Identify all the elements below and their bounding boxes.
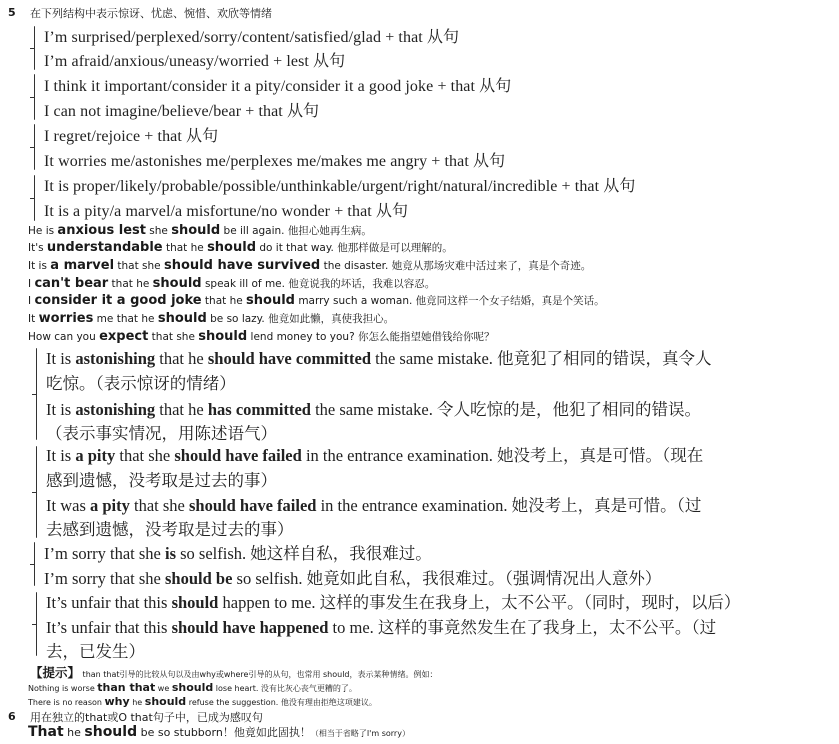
brace-pair-3 [34,542,35,586]
brace-pair-1 [36,348,37,440]
tip-example: Nothing is worse than that we should lose heart. 没有比灰心丧气更糟的了。 [28,681,357,694]
pattern-line: I’m surprised/perplexed/sorry/content/satisfied/glad + that 从句 [44,29,460,46]
comparison-note: 去感到遗憾，没考取是过去的事） [46,520,294,539]
example-sentence: It is a marvel that she should have survived the disaster. 她竟从那场灾难中活过来了，真是个奇迹。 [28,258,592,273]
comparison-line: I’m sorry that she should be so selfish. 她竟如此自私，我很难过。（强调情况出人意外） [44,569,662,588]
section-heading: 用在独立的that或O that句子中，已成为感叹句 [30,711,263,724]
pattern-line: It worries me/astonishes me/perplexes me/makes me angry + that 从句 [44,153,506,170]
brace-pair-2 [36,446,37,538]
comparison-note: 吃惊。（表示惊讶的情绪） [46,374,236,393]
brace-pair-4 [36,592,37,656]
pattern-line: I think it important/consider it a pity/consider it a good joke + that 从句 [44,78,512,95]
comparison-line: It’s unfair that this should happen to me. 这样的事发生在我身上，太不公平。（同时，现时，以后） [46,593,741,612]
brace-group-2 [34,74,35,120]
brace-group-3 [34,124,35,170]
exclamation-example: That he should be so stubborn！他竟如此固执！（相当于省略了I'm sorry） [28,724,410,740]
example-sentence: How can you expect that she should lend money to you? 你怎么能指望她借钱给你呢？ [28,329,495,344]
example-sentence: It worries me that he should be so lazy. 他竟如此懒，真使我担心。 [28,311,395,326]
comparison-line: It is astonishing that he has committed the same mistake. 令人吃惊的是，他犯了相同的错误。 [46,400,701,419]
pattern-line: I can not imagine/believe/bear + that 从句 [44,103,320,120]
section-number: 6 [8,710,16,723]
section-heading: 在下列结构中表示惊讶、忧虑、惋惜、欢欣等情绪 [30,7,272,20]
pattern-line: I’m afraid/anxious/uneasy/worried + lest 从句 [44,53,346,70]
comparison-line: It’s unfair that this should have happened to me. 这样的事竟然发生在了我身上，太不公平。（过 [46,618,717,637]
comparison-note: 去，已发生） [46,642,145,661]
example-sentence: I can't bear that he should speak ill of me. 他竟说我的坏话，我难以容忍。 [28,276,436,291]
pattern-line: It is a pity/a marvel/a misfortune/no wonder + that 从句 [44,203,409,220]
comparison-note: （表示事实情况，用陈述语气） [46,424,277,443]
comparison-line: I’m sorry that she is so selfish. 她这样自私，我很难过。 [44,544,432,563]
pattern-line: It is proper/likely/probable/possible/unthinkable/urgent/right/natural/incredible + that 从句 [44,178,636,195]
tip-label: 【提示】 [30,665,81,680]
tip: 【提示】 than that引导的比较从句以及由why或where引导的从句，也常用 should，表示某种情绪。例如： [30,665,438,680]
comparison-line: It is astonishing that he should have committed the same mistake. 他竟犯了相同的错误，真令人 [46,349,712,368]
pattern-line: I regret/rejoice + that 从句 [44,128,219,145]
comparison-line: It is a pity that she should have failed in the entrance examination. 她没考上，真是可惜。（现在 [46,446,704,465]
comparison-note: 感到遗憾，没考取是过去的事） [46,471,277,490]
brace-group-4 [34,175,35,221]
example-sentence: He is anxious lest she should be ill again. 他担心她再生病。 [28,223,372,238]
brace-group-1 [34,26,35,70]
section-number: 5 [8,6,16,19]
example-sentence: It's understandable that he should do it that way. 他那样做是可以理解的。 [28,240,453,255]
comparison-line: It was a pity that she should have failed in the entrance examination. 她没考上，真是可惜。（过 [46,496,702,515]
example-sentence: I consider it a good joke that he should marry such a woman. 他竟同这样一个女子结婚，真是个笑话。 [28,293,605,308]
tip-example: There is no reason why he should refuse the suggestion. 他没有理由拒绝这项建议。 [28,695,377,708]
